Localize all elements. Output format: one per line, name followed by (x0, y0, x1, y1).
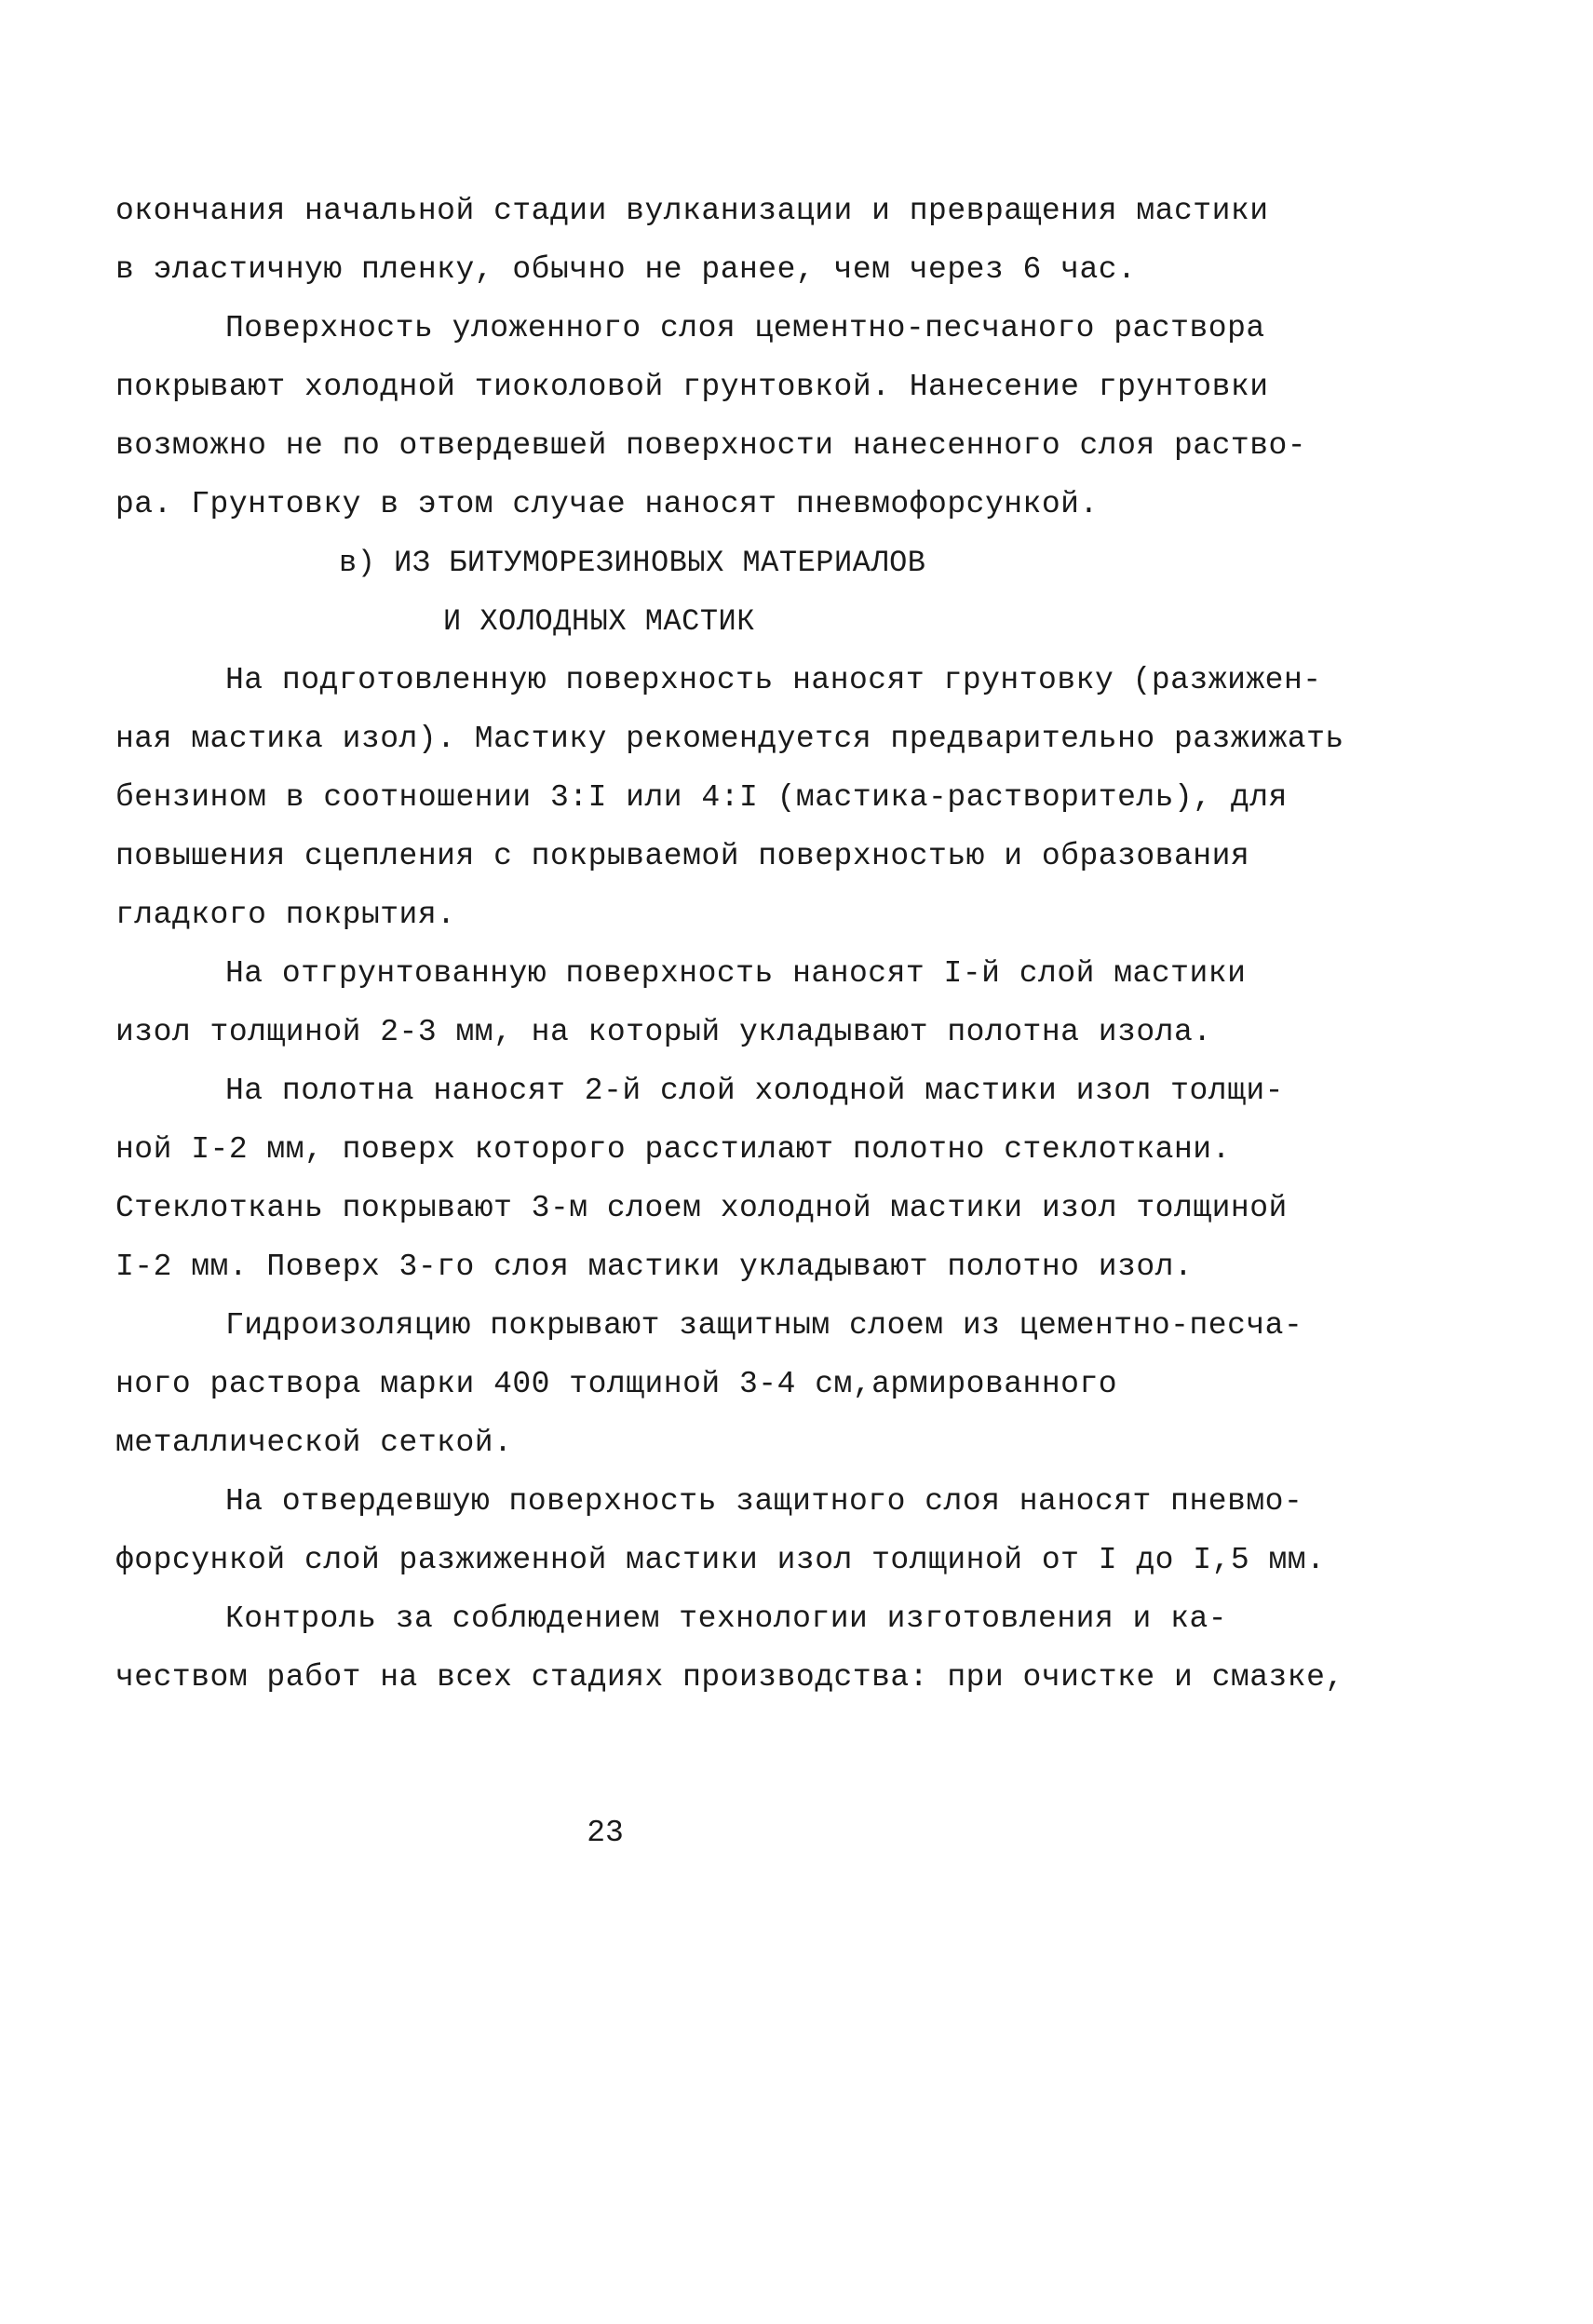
text-line: гладкого покрытия. (115, 898, 456, 932)
body-text (115, 182, 1344, 1707)
text-line: I-2 мм. Поверх 3-го слоя мастики укладывают полотно изол. (115, 1250, 1194, 1284)
text-line: ной I-2 мм, поверх которого расстилают полотно стеклоткани. (115, 1132, 1231, 1167)
paragraph-start-line: На отвердевшую поверхность защитного слоя наносят пневмо- (225, 1484, 1303, 1519)
text-line: изол толщиной 2-3 мм, на который укладывают полотна изола. (115, 1015, 1212, 1049)
text-line: окончания начальной стадии вулканизации и превращения мастики (115, 194, 1269, 228)
text-line: металлической сеткой. (115, 1425, 513, 1460)
paragraph-start-line: На полотна наносят 2-й слой холодной мастики изол толщи- (225, 1074, 1284, 1108)
text-line: повышения сцепления с покрываемой поверхностью и образования (115, 839, 1250, 873)
section-heading-line-2: И ХОЛОДНЫХ МАСТИК (443, 604, 755, 639)
text-line: Стеклоткань покрывают 3-м слоем холодной мастики изол толщиной (115, 1191, 1288, 1225)
text-line: чеством работ на всех стадиях производства: при очистке и смазке, (115, 1660, 1344, 1695)
text-line: ного раствора марки 400 толщиной 3-4 см,армированного (115, 1367, 1118, 1401)
page-number: 23 (587, 1816, 624, 1850)
text-line: покрывают холодной тиоколовой грунтовкой. Нанесение грунтовки (115, 370, 1269, 404)
text-line: бензином в соотношении 3:I или 4:I (мастика-растворитель), для (115, 780, 1288, 815)
text-line: форсункой слой разжиженной мастики изол толщиной от I до I,5 мм. (115, 1543, 1326, 1577)
text-line: возможно не по отвердевшей поверхности нанесенного слоя раство- (115, 428, 1307, 463)
paragraph-start-line: Поверхность уложенного слоя цементно-песчаного раствора (225, 311, 1265, 345)
paragraph-start-line: Гидроизоляцию покрывают защитным слоем из цементно-песча- (225, 1308, 1303, 1343)
paragraph-start-line: На отгрунтованную поверхность наносят I-й слой мастики (225, 956, 1247, 991)
paragraph-start-line: На подготовленную поверхность наносят грунтовку (разжижен- (225, 663, 1322, 697)
text-line: ная мастика изол). Мастику рекомендуется предварительно разжижать (115, 722, 1344, 756)
paragraph-start-line: Контроль за соблюдением технологии изготовления и ка- (225, 1601, 1228, 1636)
text-line: ра. Грунтовку в этом случае наносят пневмофорсункой. (115, 487, 1099, 521)
section-heading-line-1: в) ИЗ БИТУМОРЕЗИНОВЫХ МАТЕРИАЛОВ (339, 546, 926, 580)
text-line: в эластичную пленку, обычно не ранее, чем через 6 час. (115, 252, 1137, 287)
